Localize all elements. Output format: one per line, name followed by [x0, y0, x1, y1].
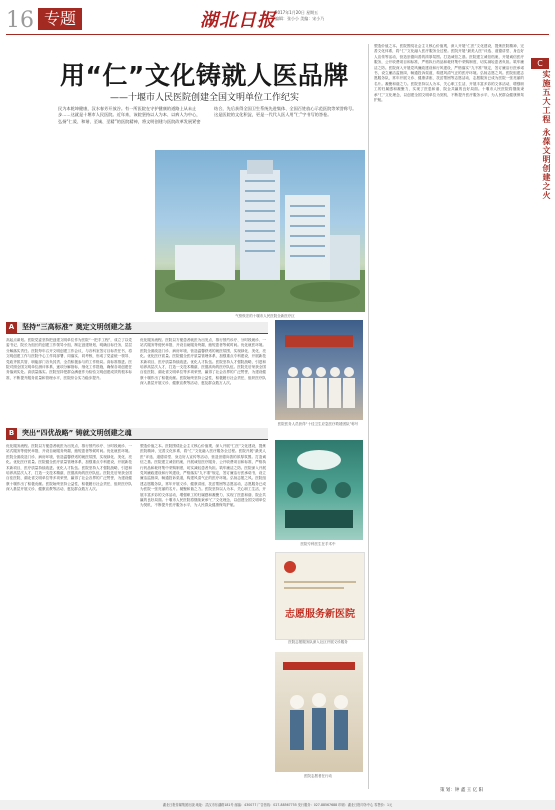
masthead — [0, 0, 555, 40]
article-headline: 用“仁”文化铸就人医品牌 — [60, 61, 349, 90]
section-b-header — [6, 428, 268, 440]
section-b-title: 突出“四优战略” 铸就文明创建之魂 — [22, 429, 132, 437]
surgery-photo-caption: 医院专科医生在手术中 — [300, 542, 336, 546]
page-section-label: 专题 — [38, 8, 82, 30]
page-number: 16 — [6, 8, 34, 33]
section-a-title: 坚持“三高标准” 奠定文明创建之基 — [22, 323, 132, 331]
section-a-letter: A — [6, 322, 17, 333]
column-divider — [368, 44, 369, 789]
section-b-text-col2: 塑造价值之本。医院围绕社会主义核心价值观，深入开展“仁医”文化建设，提炼医院精神，完善文化体系，将“仁”文化融入医疗服务全过程。医院开展“最美人医”评选、道德讲堂、身边好人宣传等活动，营造崇德向善的浓厚氛围。打造诚信之基。医院建立诚信档案，开展诚信医疗服务，公开收费项目和标准，严格执行药品和耗材集中采购制度，切实减轻患者负担。筑牢廉洁之防。医院深入开展党风廉政建设和行风建设，严格落实“九不准”规定，签订廉洁行医承诺书，设立廉洁监督岗，畅通投诉渠道，构建风清气正的医疗环境。弘扬志愿之风。医院组建志愿服务队，常年开展义诊、健康讲座、扶贫帮困等志愿活动，志愿服务已成为医院一张亮丽的名片。凝聚和谐之力。医院坚持以人为本，关心职工生活，开展丰富多彩的文体活动，增强职工的归属感和凝聚力，实现了医患和谐、院企共赢的良好局面。十堰市人民医院将继续秉承“仁”文化理念，以创建全国文明单位为契机，不断提升医疗服务水平，为人民群众健康保驾护航。 — [140, 444, 266, 508]
masthead-rule — [6, 34, 549, 35]
date-info — [275, 10, 324, 22]
article-intro: 民为本乾坤健康，汉水春芳开放谷。有一所医院在守护健康的道路上从未止步……这就是十堰市人民医院。近年来，该院坚持以人为本、以病人为中心，弘扬“仁爱、和谐、至诚、至精”的医院精神，将文明创建与医院改革发展紧密结合，先后获得全国卫生系统先进集体、全国百姓放心示范医院等荣誉称号。这是医院的文化积淀，更是一代代人医人用“仁”字书写的答卷。 — [58, 106, 357, 124]
hospital-building-illustration — [155, 150, 365, 312]
sidebar-vertical-title: 实施五大工程 永葆文明创建之火 — [542, 70, 551, 200]
editor-info-line: 编辑：张小小 美编：宋小乃 — [275, 16, 325, 21]
main-photo-caption: 气势恢宏的十堰市人民医院全新医疗区 — [235, 314, 295, 318]
date-line: 2017年1月20日 星期五 — [275, 10, 319, 15]
team-people-illustration — [275, 320, 363, 420]
team-photo-caption: 医院医务人员获得“十佳卫生应急医疗救援团队”称号 — [277, 422, 359, 426]
surgery-photo — [275, 440, 363, 540]
poster-caption: 医院志愿服务队深入社区开展义诊服务 — [288, 640, 348, 644]
volunteer-photo-caption: 医院志愿者在行动 — [304, 774, 332, 778]
team-award-photo — [275, 320, 363, 420]
section-b-text-col1: 优化服务流程。医院以方便患者就医为出发点，推行预约诊疗、分时段就诊、一站式服务等便民举措，开设自助服务终端，缩短患者等候时间。优化就医环境。医院全面改造门诊、病房环境，营造温馨舒适的就医氛围，实现绿化、美化、亮化。优化医疗质量。医院健全医疗质量管理体系，加强重点专科建设，开展新技术新项目，医疗质量持续改进。优化人才队伍。医院坚持人才强院战略，引进和培养高层次人才，打造一支技术精湛、医德高尚的医疗队伍。医院先后荣获全国百佳医院、湖北省文明单位等多项荣誉，赢得了社会各界的广泛赞誉，为建设健康十堰作出了积极贡献。医院始终坚持公益性，积极履行社会责任，组织医疗队深入基层开展义诊、健康宣教等活动，惠及群众数万人次。 — [6, 444, 132, 492]
volunteer-illustration — [275, 652, 363, 772]
editor-credit: 策 划：钟 鑫 王 亿 阳 — [440, 788, 484, 793]
article-subtitle: ——十堰市人民医院创建全国文明单位工作纪实 — [110, 93, 300, 103]
volunteer-photo — [275, 652, 363, 772]
section-a-text-col1: 高起点谋划。医院党委坚持把创建文明单位作为医院“一把手工程”，成立了以党委书记、院长为组长的创建工作领导小组，制定创建规划，明确目标任务，层层分解落实责任。医院每年召开文明创建工作会议，与各科室签订目标责任书，将文明创建工作与医院中心工作同部署、同落实、同考核，形成了党委统一领导、党政齐抓共管、职能部门各负其责、全员积极参与的工作格局。高标准推进。医院对照全国文明单位测评体系，逐项分解指标，细化工作措施，确保各项创建任务落到实处。高质量落实。医院坚持把群众满意作为检验文明创建成效的根本标准，不断提升服务质量和管理水平，医院综合实力稳步提升。 — [6, 338, 132, 380]
newspaper-logo: 湖北日报 — [200, 10, 276, 31]
section-a-text-col2: 优化服务流程。医院以方便患者就医为出发点，推行预约诊疗、分时段就诊、一站式服务等便民举措，开设自助服务终端，缩短患者等候时间。优化就医环境。医院全面改造门诊、病房环境，营造温馨舒适的就医氛围，实现绿化、美化、亮化。优化医疗质量。医院健全医疗质量管理体系，加强重点专科建设，开展新技术新项目，医疗质量持续改进。优化人才队伍。医院坚持人才强院战略，引进和培养高层次人才，打造一支技术精湛、医德高尚的医疗队伍。医院先后荣获全国百佳医院、湖北省文明单位等多项荣誉，赢得了社会各界的广泛赞誉，为建设健康十堰作出了积极贡献。医院始终坚持公益性，积极履行社会责任，组织医疗队深入基层开展义诊、健康宣教等活动，惠及群众数万人次。 — [140, 338, 266, 386]
section-b-letter: B — [6, 428, 17, 439]
poster-title: 志愿服务新医院 — [285, 609, 355, 620]
section-a-header — [6, 322, 268, 334]
sidebar-badge: C — [531, 58, 549, 69]
page-footer: 湖北日报传媒集团出版 地址：武汉市东湖路181号 邮编：430077 广告热线：027-88567755 发行服务：027-88567688 印刷：湖北日报印务中心 零售价：1元 — [0, 800, 555, 810]
volunteer-poster — [275, 552, 365, 640]
poster-illustration — [276, 553, 364, 603]
surgery-illustration — [275, 440, 363, 540]
right-column-text: 塑造价值之本。医院围绕社会主义核心价值观，深入开展“仁医”文化建设，提炼医院精神，完善文化体系，将“仁”文化融入医疗服务全过程。医院开展“最美人医”评选、道德讲堂、身边好人宣传等活动，营造崇德向善的浓厚氛围。打造诚信之基。医院建立诚信档案，开展诚信医疗服务，公开收费项目和标准，严格执行药品和耗材集中采购制度，切实减轻患者负担。筑牢廉洁之防。医院深入开展党风廉政建设和行风建设，严格落实“九不准”规定，签订廉洁行医承诺书，设立廉洁监督岗，畅通投诉渠道，构建风清气正的医疗环境。弘扬志愿之风。医院组建志愿服务队，常年开展义诊、健康讲座、扶贫帮困等志愿活动，志愿服务已成为医院一张亮丽的名片。凝聚和谐之力。医院坚持以人为本，关心职工生活，开展丰富多彩的文体活动，增强职工的归属感和凝聚力，实现了医患和谐、院企共赢的良好局面。十堰市人民医院将继续秉承“仁”文化理念，以创建全国文明单位为契机，不断提升医疗服务水平，为人民群众健康保驾护航。 — [374, 44, 524, 103]
hospital-building-photo — [155, 150, 365, 312]
